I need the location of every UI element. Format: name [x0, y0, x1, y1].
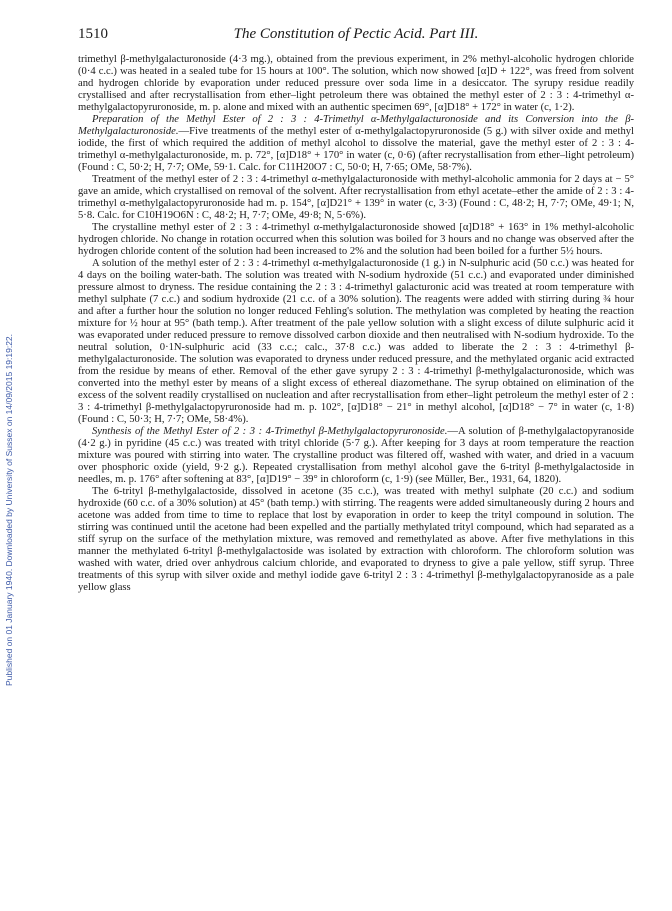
paragraph-text: The 6-trityl β-methylgalactoside, dissolved in acetone (35 c.c.), was treated with methyl sulphate (20 c.c.) and sodium hydroxide (60 c.c. of a 30% solution) at 45° (bath temp.) with stirring. The reagents were added simultaneously during 2 hours and acetone was added from time to time to replace that lost by evaporation in order to keep the trityl compound in solution. The stirring was continued until the acetone had been expelled and the partially methylated trityl compound, which had separated as a stiff syrup on the surface of the methylation mixture, was removed and remethylated as above. After five methylations in this manner the methylated 6-trityl β-methylgalactoside was isolated by extraction with chloroform. The chloroform solution was washed with water, dried over anhydrous calcium chloride, and evaporated to dryness to give a pale yellow, stiff syrup. Three treatments of this syrup with silver oxide and methyl iodide gave 6-trityl 2 : 3 : 4-trimethyl β-methylgalactopyranoside as a pale yellow glass	[78, 486, 634, 593]
paragraph	[78, 54, 634, 114]
paragraph-text: —A solution of β-methylgalactopyranoside (4·2 g.) in pyridine (45 c.c.) was treated with trityl chloride (5·7 g.). After keeping for 3 days at room temperature the reaction mixture was poured with stirring into water. The crystalline product was filtered off, washed with water, and dried in a vacuum over phosphoric oxide (yield, 9·2 g.). Repeated crystallisation from methyl alcohol gave the 6-trityl β-methylgalactoside in needles, m. p. 176° after softening at 83°, [α]D19° − 39° in chloroform (c, 1·9) (see Müller, Ber., 1931, 64, 1820).	[78, 426, 634, 485]
page-number: 1510	[78, 26, 108, 42]
paragraph-text: A solution of the methyl ester of 2 : 3 : 4-trimethyl α-methylgalacturonoside (1 g.) in N-sulphuric acid (50 c.c.) was heated for 4 days on the boiling water-bath. The solution was treated with N-sodium hydroxide (51 c.c.) and evaporated under diminished pressure almost to dryness. The residue containing the 2 : 3 : 4-trimethyl galacturonic acid was treated at room temperature with methyl sulphate (7 c.c.) and sodium hydroxide (21 c.c. of a 30% solution). The reagents were added with stirring during ¾ hour and after a further hour the solution no longer reduced Fehling's solution. The methylation was completed by heating the reaction mixture for ½ hour at 95° (bath temp.). After treatment of the pale yellow solution with a slight excess of dilute sulphuric acid it was evaporated under reduced pressure to remove dissolved carbon dioxide and then neutralised with N-sodium hydroxide. To the neutral solution, 0·1N-sulphuric acid (33 c.c.; calc., 37·8 c.c.) was added to liberate the 2 : 3 : 4-trimethyl β-methylgalacturonoside. The solution was evaporated to dryness under reduced pressure, and the methylated organic acid extracted from the residue by means of ether. Removal of the ether gave syrupy 2 : 3 : 4-trimethyl β-methylgalacturonoside, which was converted into the methyl ester by means of a slight excess of ethereal diazomethane. The syrup obtained on elimination of the excess of the solvent readily crystallised on nucleation and after recrystallisation from ether–light petroleum the methyl ester of 2 : 3 : 4-trimethyl β-methylgalactopyruronoside had m. p. 102°, [α]D18° − 21° in methyl alcohol, [α]D18° − 7° in water (c, 1·8) (Found : C, 50·3; H, 7·7; OMe, 58·4%).	[78, 258, 634, 425]
paragraph	[78, 222, 634, 258]
paragraph-text: trimethyl β-methylgalacturonoside (4·3 mg.), obtained from the previous experiment, in 2% methyl-alcoholic hydrogen chloride (0·4 c.c.) was heated in a sealed tube for 15 hours at 100°. The solution, which now showed [α]D + 122°, was freed from solvent and hydrogen chloride by evaporation under reduced pressure over soda lime in a desiccator. The syrupy residue readily crystallised and after recrystallisation from ether–light petroleum there was obtained the methyl ester of 2 : 3 : 4-trimethyl α-methylgalactopyruronoside, m. p. alone and mixed with an authentic specimen 69°, [α]D18° + 172° in water (c, 1·2).	[78, 54, 634, 113]
paragraph	[78, 258, 634, 426]
section-heading: Preparation of the Methyl Ester of 2 : 3 : 4-Trimethyl α-Methylgalacturonoside and its Conversion into the β-Methylgalacturonoside.	[78, 114, 634, 137]
side-note-text: Published on 01 January 1940. Downloaded by University of Sussex on 14/09/2015 19:19:22.	[4, 333, 14, 687]
section-heading: Synthesis of the Methyl Ester of 2 : 3 : 4-Trimethyl β-Methylgalactopyruronoside.	[92, 426, 448, 437]
journal-page	[78, 26, 634, 594]
paragraph	[78, 486, 634, 594]
paragraph	[78, 174, 634, 222]
running-title: The Constitution of Pectic Acid. Part III.	[233, 26, 479, 42]
article-body	[78, 54, 634, 594]
paragraph	[78, 114, 634, 174]
paragraph-text: The crystalline methyl ester of 2 : 3 : 4-trimethyl α-methylgalacturonoside showed [α]D18° + 163° in 1% methyl-alcoholic hydrogen chloride. No change in rotation occurred when this solution was boiled for 3 hours and no change was observed after the hydrogen chloride content of the solution had been increased to 2% and the solution had been boiled for a further 5½ hours.	[78, 222, 634, 257]
page-header	[78, 26, 634, 46]
paragraph	[78, 426, 634, 486]
paragraph-text: —Five treatments of the methyl ester of α-methylgalactopyruronoside (5 g.) with silver oxide and methyl iodide, the first of which required the addition of methyl alcohol to dissolve the material, gave the methyl ester of 2 : 3 : 4-trimethyl α-methylgalacturonoside, m. p. 72°, [α]D18° + 170° in water (c, 0·6) (after recrystallisation from ether–light petroleum) (Found : C, 50·2; H, 7·7; OMe, 59·1. Calc. for C11H20O7 : C, 50·0; H, 7·65; OMe, 58·7%).	[78, 126, 634, 173]
publication-side-note	[2, 150, 16, 870]
paragraph-text: Treatment of the methyl ester of 2 : 3 : 4-trimethyl α-methylgalacturonoside with methyl-alcoholic ammonia for 2 days at − 5° gave an amide, which crystallised on removal of the solvent. After recrystallisation from ethyl acetate–ether the amide of 2 : 3 : 4-trimethyl α-methylgalactopyruronoside had m. p. 154°, [α]D21° + 139° in water (c, 3·3) (Found : C, 48·2; H, 7·7; OMe, 49·1; N, 5·8. Calc. for C10H19O6N : C, 48·2; H, 7·7; OMe, 49·8; N, 5·6%).	[78, 174, 634, 221]
